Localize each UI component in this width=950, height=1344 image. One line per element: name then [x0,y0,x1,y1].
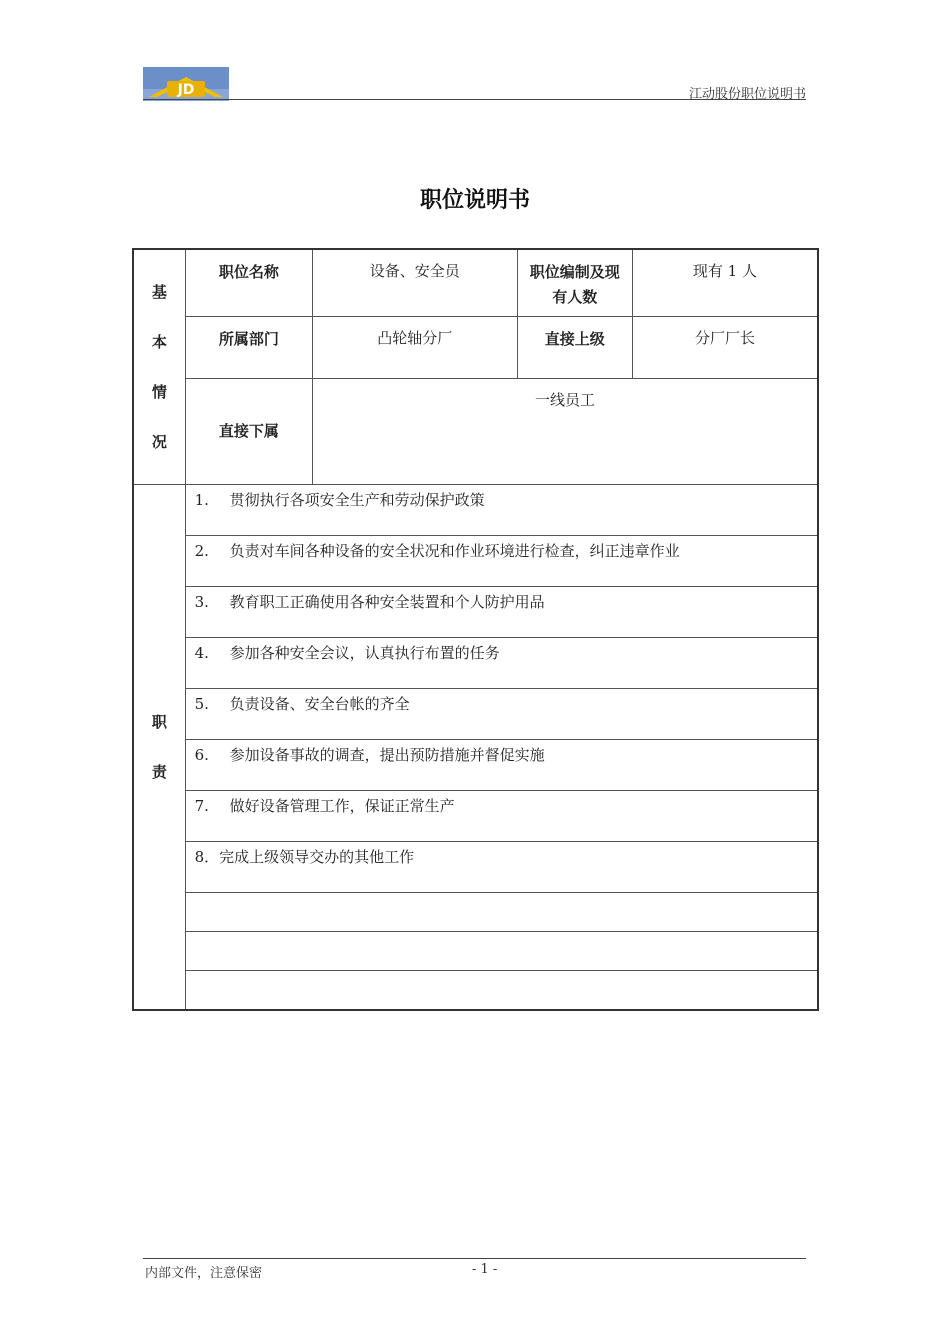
superior-label: 直接上级 [517,317,632,379]
company-logo [143,67,229,101]
duty-item: 2. 负责对车间各种设备的安全状况和作业环境进行检查，纠正违章作业 [185,536,818,587]
position-table [132,248,819,1011]
duty-item: 5. 负责设备、安全台帐的齐全 [185,689,818,740]
department-label: 所属部门 [185,317,312,379]
duty-item: 1. 贯彻执行各项安全生产和劳动保护政策 [185,485,818,536]
footer-divider [143,1258,806,1259]
empty-duty-row [185,893,818,932]
subordinate-label: 直接下属 [185,379,312,485]
subordinate-value: 一线员工 [313,379,819,485]
headcount-value: 现有 1 人 [632,249,818,317]
header-doc-title: 江动股份职位说明书 [688,87,806,102]
footer-confidential: 内部文件，注意保密 [145,1266,263,1281]
duty-item: 7. 做好设备管理工作，保证正常生产 [185,791,818,842]
page-title: 职位说明书 [419,188,530,213]
empty-duty-row [185,971,818,1011]
basic-section-label: 基 本 情 况 [133,249,185,485]
position-name-label: 职位名称 [185,249,312,317]
headcount-label: 职位编制及现有人数 [517,249,632,317]
department-value: 凸轮轴分厂 [313,317,518,379]
duties-section-label: 职 责 [133,485,185,1011]
duty-item: 8．完成上级领导交办的其他工作 [185,842,818,893]
header-divider [143,99,806,100]
page-number: - 1 - [472,1262,498,1277]
position-name-value: 设备、安全员 [313,249,518,317]
duty-item: 3. 教育职工正确使用各种安全装置和个人防护用品 [185,587,818,638]
duty-item: 6. 参加设备事故的调查，提出预防措施并督促实施 [185,740,818,791]
empty-duty-row [185,932,818,971]
superior-value: 分厂厂长 [632,317,818,379]
duty-item: 4. 参加各种安全会议，认真执行布置的任务 [185,638,818,689]
logo-text: JD [177,82,195,98]
